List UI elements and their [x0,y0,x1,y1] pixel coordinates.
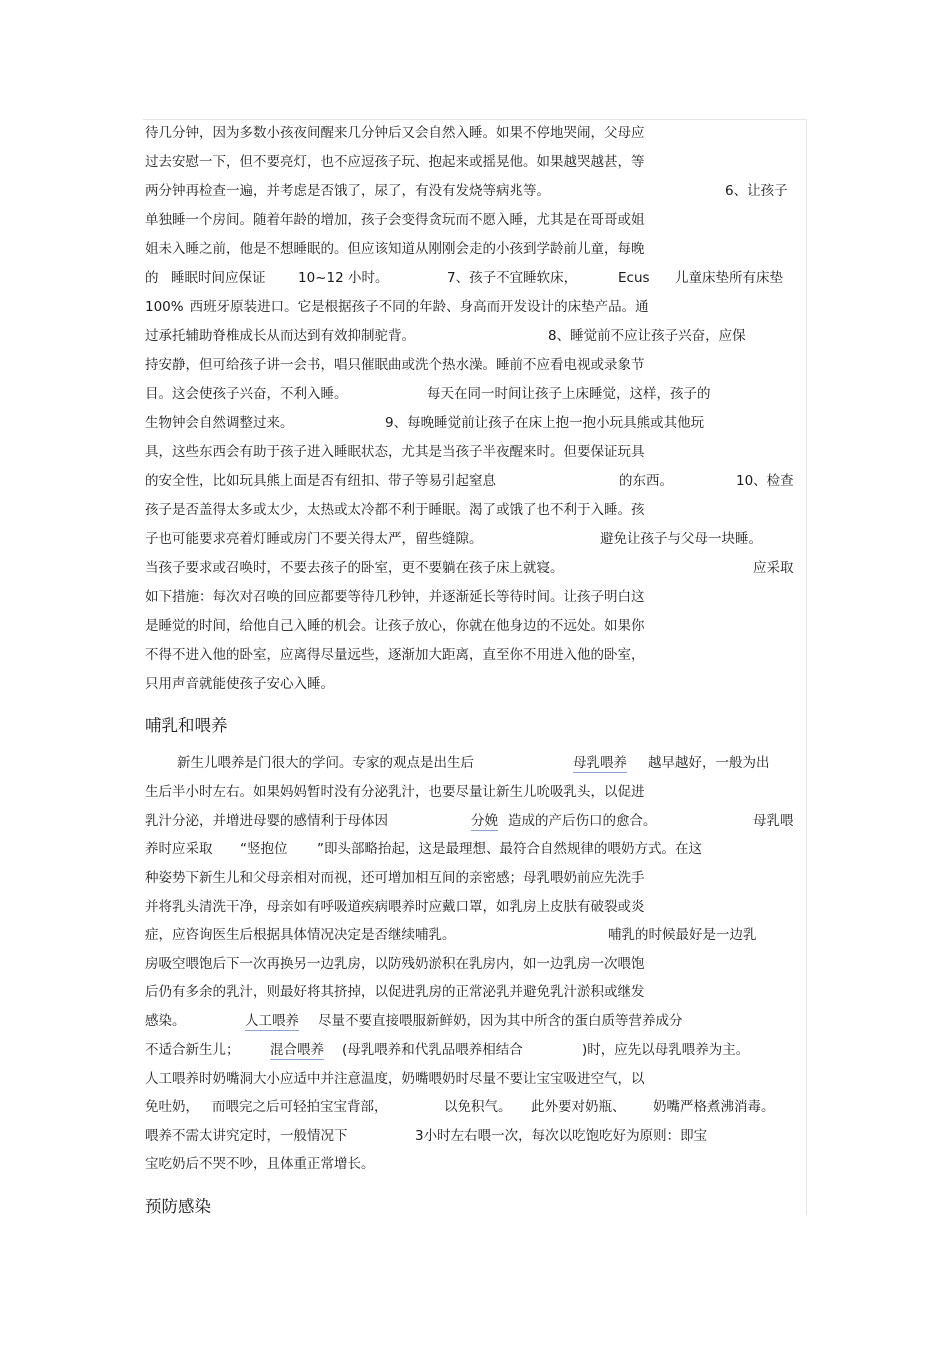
text-line: 持安静，但可给孩子讲一会书，唱只催眠曲或洗个热水澡。睡前不应看电视或录象节 [145,357,645,373]
text-line: 新生儿喂养是门很大的学问。专家的观点是出生后 母乳喂养 越早越好，一般为出 [177,755,770,771]
text-line: 单独睡一个房间。随着年龄的增加，孩子会变得贪玩而不愿入睡，尤其是在哥哥或姐 [145,212,645,228]
text-line: 症，应咨询医生后根据具体情况决定是否继续哺乳。 哺乳的时候最好是一边乳 [145,927,757,943]
text-line: 100% 西班牙原装进口。它是根据孩子不同的年龄、身高而开发设计的床垫产品。通 [145,299,649,315]
text-line: 种姿势下新生儿和父母亲相对而视，还可增加相互间的亲密感；母乳喂奶前应先洗手 [145,870,645,886]
section-heading: 哺乳和喂养 [145,716,228,735]
text-line: 具，这些东西会有助于孩子进入睡眠状态，尤其是当孩子半夜醒来时。但要保证玩具 [145,444,645,460]
link-formula-feeding[interactable]: 人工喂养 [245,1013,299,1029]
text-line: 是睡觉的时间，给他自己入睡的机会。让孩子放心，你就在他身边的不远处。如果你 [145,618,645,634]
text-line: 只用声音就能使孩子安心入睡。 [145,676,334,692]
text-line: 不得不进入他的卧室，应离得尽量远些，逐渐加大距离，直至你不用进入他的卧室， [145,647,645,663]
text-line: 当孩子要求或召唤时，不要去孩子的卧室，更不要躺在孩子床上就寝。 应采取 [145,560,794,576]
text-line: 生物钟会自然调整过来。 9、每晚睡觉前让孩子在床上抱一抱小玩具熊或其他玩 [145,415,705,431]
text-line: 不适合新生儿； 混合喂养 (母乳喂养和代乳品喂养相结合 )时，应先以母乳喂养为主。 [145,1042,750,1058]
text-line: 乳汁分泌，并增进母婴的感情利于母体因 分娩 造成的产后伤口的愈合。 母乳喂 [145,813,794,829]
page-frame-top [143,119,807,120]
text-line: 生后半小时左右。如果妈妈暂时没有分泌乳汁，也要尽量让新生儿吮吸乳头，以促进 [145,784,645,800]
text-line: 感染。 人工喂养 尽量不要直接喂服新鲜奶，因为其中所含的蛋白质等营养成分 [145,1013,683,1029]
text-line: 免吐奶， 而喂完之后可轻拍宝宝背部， 以免积气。 此外要对奶瓶、 奶嘴严格煮沸消毒。 [145,1099,775,1115]
text-line: 子也可能要求亮着灯睡或房门不要关得太严，留些缝隙。 避免让孩子与父母一块睡。 [145,531,762,547]
text-line: 孩子是否盖得太多或太少，太热或太冷都不利于睡眠。渴了或饿了也不利于入睡。孩 [145,502,645,518]
page-frame-right [806,119,807,1215]
text-line: 姐未入睡之前，他是不想睡眠的。但应该知道从刚刚会走的小孩到学龄前儿童，每晚 [145,241,645,257]
text-line: 过去安慰一下，但不要亮灯，也不应逗孩子玩、抱起来或摇晃他。如果越哭越甚，等 [145,154,645,170]
text-line: 过承托辅助脊椎成长从而达到有效抑制驼背。 8、睡觉前不应让孩子兴奋，应保 [145,328,746,344]
text-line: 后仍有多余的乳汁，则最好将其挤掉，以促进乳房的正常泌乳并避免乳汁淤积或继发 [145,984,645,1000]
section-heading: 预防感染 [145,1197,211,1216]
link-breastfeeding[interactable]: 母乳喂养 [573,755,627,771]
text-line: 的 睡眠时间应保证 10~12 小时。 7、孩子不宜睡软床， Ecus 儿童床垫所有床垫 [145,270,783,286]
text-line: 的安全性，比如玩具熊上面是否有纽扣、带子等易引起窒息 的东西。 10、检查 [145,473,794,489]
text-line: 如下措施：每次对召唤的回应都要等待几秒钟，并逐渐延长等待时间。让孩子明白这 [145,589,645,605]
text-line: 人工喂养时奶嘴洞大小应适中并注意温度，奶嘴喂奶时尽量不要让宝宝吸进空气，以 [145,1071,645,1087]
text-line: 待几分钟，因为多数小孩夜间醒来几分钟后又会自然入睡。如果不停地哭闹，父母应 [145,125,645,141]
text-line: 养时应采取 “竖抱位 ”即头部略抬起，这是最理想、最符合自然规律的喂奶方式。在这 [145,841,702,857]
link-mixed-feeding[interactable]: 混合喂养 [270,1042,324,1058]
text-line: 宝吃奶后不哭不吵，且体重正常增长。 [145,1156,375,1172]
text-line: 喂养不需太讲究定时，一般情况下 3小时左右喂一次，每次以吃饱吃好为原则：即宝 [145,1128,708,1144]
text-line: 并将乳头清洗干净，母亲如有呼吸道疾病喂养时应戴口罩，如乳房上皮肤有破裂或炎 [145,899,645,915]
text-line: 房吸空喂饱后下一次再换另一边乳房，以防残奶淤积在乳房内，如一边乳房一次喂饱 [145,956,645,972]
text-line: 两分钟再检查一遍，并考虑是否饿了，尿了，有没有发烧等病兆等。 6、让孩子 [145,183,788,199]
link-childbirth[interactable]: 分娩 [471,813,498,829]
text-line: 目。这会使孩子兴奋，不利入睡。 每天在同一时间让孩子上床睡觉，这样，孩子的 [145,386,711,402]
